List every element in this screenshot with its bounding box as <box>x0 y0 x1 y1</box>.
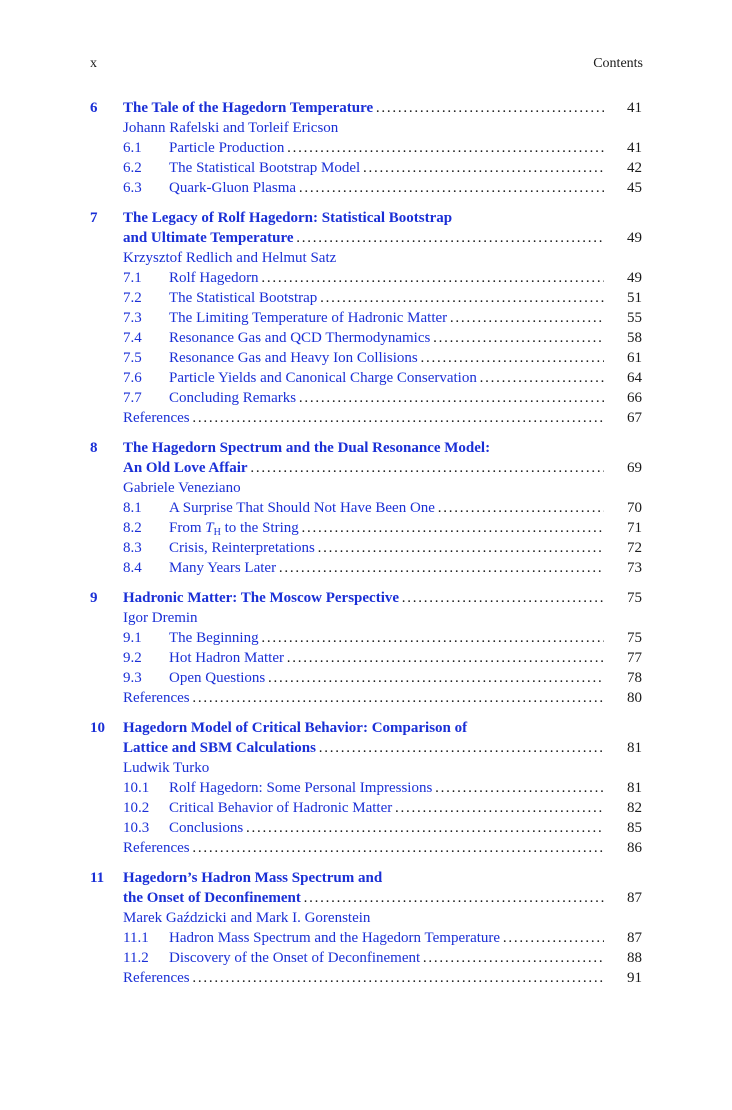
section-row[interactable] <box>0 138 732 158</box>
chapter-number: 6 <box>90 100 98 116</box>
chapter-authors-row <box>0 248 732 268</box>
section-title[interactable]: Open Questions . . . <box>169 668 604 688</box>
section-number: 9.1 <box>123 630 142 646</box>
section-number: 7.3 <box>123 310 142 326</box>
chapter-page: 69 <box>627 460 642 476</box>
section-row[interactable] <box>0 948 732 968</box>
chapter-authors: Igor Dremin <box>123 610 198 626</box>
section-row[interactable] <box>0 648 732 668</box>
section-title-prefix: From <box>169 520 206 536</box>
running-title: Contents <box>593 56 643 71</box>
section-row[interactable] <box>0 158 732 178</box>
section-page: 45 <box>627 180 642 196</box>
section-number: 11.2 <box>123 950 149 966</box>
temperature-subscript: H <box>213 527 221 538</box>
section-title[interactable]: The Limiting Temperature of Hadronic Matter . . . <box>169 308 604 328</box>
section-number: 7.4 <box>123 330 142 346</box>
section-row[interactable] <box>0 628 732 648</box>
section-page: 61 <box>627 350 642 366</box>
section-page: 81 <box>627 780 642 796</box>
section-page: 87 <box>627 930 642 946</box>
section-number: 7.1 <box>123 270 142 286</box>
chapter-title-line-2[interactable]: the Onset of Deconfinement . . . <box>123 888 604 908</box>
chapter-title-row[interactable] <box>0 98 732 118</box>
section-row[interactable] <box>0 778 732 798</box>
chapter-number: 8 <box>90 440 98 456</box>
section-row[interactable] <box>0 308 732 328</box>
section-title-suffix: to the String <box>220 520 299 536</box>
chapter-7 <box>0 208 732 428</box>
section-page: 85 <box>627 820 642 836</box>
section-title[interactable]: Particle Production . . . <box>169 138 604 158</box>
chapter-authors: Krzysztof Redlich and Helmut Satz <box>123 250 337 266</box>
chapter-title-row[interactable] <box>0 588 732 608</box>
references-link[interactable]: References . . . <box>123 968 604 988</box>
section-page: 70 <box>627 500 642 516</box>
section-row[interactable] <box>0 388 732 408</box>
chapter-title-line-2[interactable]: Lattice and SBM Calculations . . . <box>123 738 604 758</box>
section-row[interactable] <box>0 668 732 688</box>
chapter-title-line-2[interactable]: and Ultimate Temperature . . . <box>123 228 604 248</box>
section-row[interactable] <box>0 178 732 198</box>
table-of-contents <box>0 98 732 998</box>
section-row[interactable] <box>0 928 732 948</box>
section-number: 8.3 <box>123 540 142 556</box>
section-number: 9.2 <box>123 650 142 666</box>
chapter-page: 75 <box>627 590 642 606</box>
chapter-title-line-1[interactable]: The Hagedorn Spectrum and the Dual Resonance Model: <box>123 440 491 456</box>
chapter-page: 41 <box>627 100 642 116</box>
section-page: 55 <box>627 310 642 326</box>
section-row[interactable] <box>0 818 732 838</box>
chapter-title-row[interactable] <box>0 888 732 908</box>
section-number: 10.2 <box>123 800 150 816</box>
section-title[interactable]: Resonance Gas and Heavy Ion Collisions . . . <box>169 348 604 368</box>
chapter-title-line-2[interactable]: An Old Love Affair . . . <box>123 458 604 478</box>
chapter-authors-row <box>0 118 732 138</box>
references-row[interactable] <box>0 838 732 858</box>
section-page: 73 <box>627 560 642 576</box>
page-number-roman: x <box>90 56 97 71</box>
chapter-title-line-1[interactable]: Hagedorn Model of Critical Behavior: Comparison of <box>123 720 468 736</box>
section-title[interactable]: Many Years Later . . . <box>169 558 604 578</box>
section-row[interactable] <box>0 498 732 518</box>
section-title[interactable]: Crisis, Reinterpretations . . . <box>169 538 604 558</box>
section-row[interactable] <box>0 288 732 308</box>
section-row[interactable] <box>0 538 732 558</box>
section-page: 77 <box>627 650 642 666</box>
references-row[interactable] <box>0 688 732 708</box>
chapter-title-line-1[interactable]: Hagedorn’s Hadron Mass Spectrum and <box>123 870 383 886</box>
chapter-9 <box>0 588 732 708</box>
section-number: 8.2 <box>123 520 142 536</box>
section-title[interactable]: Concluding Remarks . . . <box>169 388 604 408</box>
chapter-number: 9 <box>90 590 98 606</box>
chapter-8 <box>0 438 732 578</box>
section-page: 88 <box>627 950 642 966</box>
section-page: 41 <box>627 140 642 156</box>
section-number: 7.5 <box>123 350 142 366</box>
section-page: 42 <box>627 160 642 176</box>
section-title[interactable]: Hot Hadron Matter . . . <box>169 648 604 668</box>
section-row[interactable] <box>0 368 732 388</box>
section-row[interactable] <box>0 328 732 348</box>
references-page: 91 <box>627 970 642 986</box>
chapter-title-row[interactable] <box>0 718 732 738</box>
references-link[interactable]: References . . . <box>123 408 604 428</box>
section-page: 64 <box>627 370 642 386</box>
section-number: 7.2 <box>123 290 142 306</box>
temperature-symbol: T <box>205 520 214 536</box>
chapter-number: 10 <box>90 720 105 736</box>
references-link[interactable]: References . . . <box>123 838 604 858</box>
section-row[interactable] <box>0 558 732 578</box>
chapter-title-row[interactable] <box>0 208 732 228</box>
section-number: 11.1 <box>123 930 149 946</box>
section-title[interactable]: Hadron Mass Spectrum and the Hagedorn Temperature . . . <box>169 928 604 948</box>
references-page: 67 <box>627 410 642 426</box>
chapter-authors: Johann Rafelski and Torleif Ericson <box>123 120 339 136</box>
section-page: 78 <box>627 670 642 686</box>
chapter-number: 11 <box>90 870 105 886</box>
chapter-authors-row <box>0 478 732 498</box>
chapter-title[interactable]: The Tale of the Hagedorn Temperature . . . <box>123 98 604 118</box>
section-page: 58 <box>627 330 642 346</box>
page-header <box>90 56 643 76</box>
chapter-authors-row <box>0 608 732 628</box>
chapter-authors-row <box>0 908 732 928</box>
section-number: 8.4 <box>123 560 142 576</box>
section-number: 10.1 <box>123 780 150 796</box>
section-title[interactable]: Rolf Hagedorn . . . <box>169 268 604 288</box>
section-row[interactable] <box>0 348 732 368</box>
chapter-title-row[interactable] <box>0 458 732 478</box>
section-title[interactable]: The Statistical Bootstrap Model . . . <box>169 158 604 178</box>
references-page: 80 <box>627 690 642 706</box>
section-number: 6.2 <box>123 160 142 176</box>
section-page: 72 <box>627 540 642 556</box>
section-row[interactable] <box>0 268 732 288</box>
section-title[interactable]: A Surprise That Should Not Have Been One . . . <box>169 498 604 518</box>
chapter-title-row[interactable] <box>0 228 732 248</box>
chapter-authors: Marek Gaździcki and Mark I. Gorenstein <box>123 910 371 926</box>
references-link[interactable]: References . . . <box>123 688 604 708</box>
section-page: 66 <box>627 390 642 406</box>
chapter-11 <box>0 868 732 988</box>
section-title[interactable]: Particle Yields and Canonical Charge Conservation . . . <box>169 368 604 388</box>
chapter-authors: Gabriele Veneziano <box>123 480 241 496</box>
section-page: 49 <box>627 270 642 286</box>
section-number: 7.6 <box>123 370 142 386</box>
chapter-title[interactable]: Hadronic Matter: The Moscow Perspective . . . <box>123 588 604 608</box>
chapter-page: 49 <box>627 230 642 246</box>
section-page: 71 <box>627 520 642 536</box>
chapter-page: 87 <box>627 890 642 906</box>
chapter-title-row[interactable] <box>0 438 732 458</box>
section-title[interactable]: Quark-Gluon Plasma . . . <box>169 178 604 198</box>
chapter-title-row[interactable] <box>0 868 732 888</box>
section-page: 51 <box>627 290 642 306</box>
section-title[interactable]: Discovery of the Onset of Deconfinement . . . <box>169 948 604 968</box>
chapter-number: 7 <box>90 210 98 226</box>
section-number: 6.3 <box>123 180 142 196</box>
section-number: 8.1 <box>123 500 142 516</box>
section-title[interactable]: Rolf Hagedorn: Some Personal Impressions . . . <box>169 778 604 798</box>
section-title[interactable]: Conclusions . . . <box>169 818 604 838</box>
chapter-authors-row <box>0 758 732 778</box>
section-page: 82 <box>627 800 642 816</box>
references-row[interactable] <box>0 968 732 988</box>
section-row[interactable] <box>0 518 732 538</box>
chapter-authors: Ludwik Turko <box>123 760 210 776</box>
chapter-10 <box>0 718 732 858</box>
chapter-6 <box>0 98 732 198</box>
section-title[interactable]: The Statistical Bootstrap . . . <box>169 288 604 308</box>
chapter-title-line-1[interactable]: The Legacy of Rolf Hagedorn: Statistical Bootstrap <box>123 210 453 226</box>
section-title[interactable]: Critical Behavior of Hadronic Matter . . . <box>169 798 604 818</box>
section-title[interactable]: The Beginning . . . <box>169 628 604 648</box>
section-title[interactable]: Resonance Gas and QCD Thermodynamics . . . <box>169 328 604 348</box>
section-row[interactable] <box>0 798 732 818</box>
references-page: 86 <box>627 840 642 856</box>
section-page: 75 <box>627 630 642 646</box>
section-number: 6.1 <box>123 140 142 156</box>
chapter-title-row[interactable] <box>0 738 732 758</box>
references-row[interactable] <box>0 408 732 428</box>
section-number: 9.3 <box>123 670 142 686</box>
section-number: 7.7 <box>123 390 142 406</box>
chapter-page: 81 <box>627 740 642 756</box>
section-number: 10.3 <box>123 820 150 836</box>
